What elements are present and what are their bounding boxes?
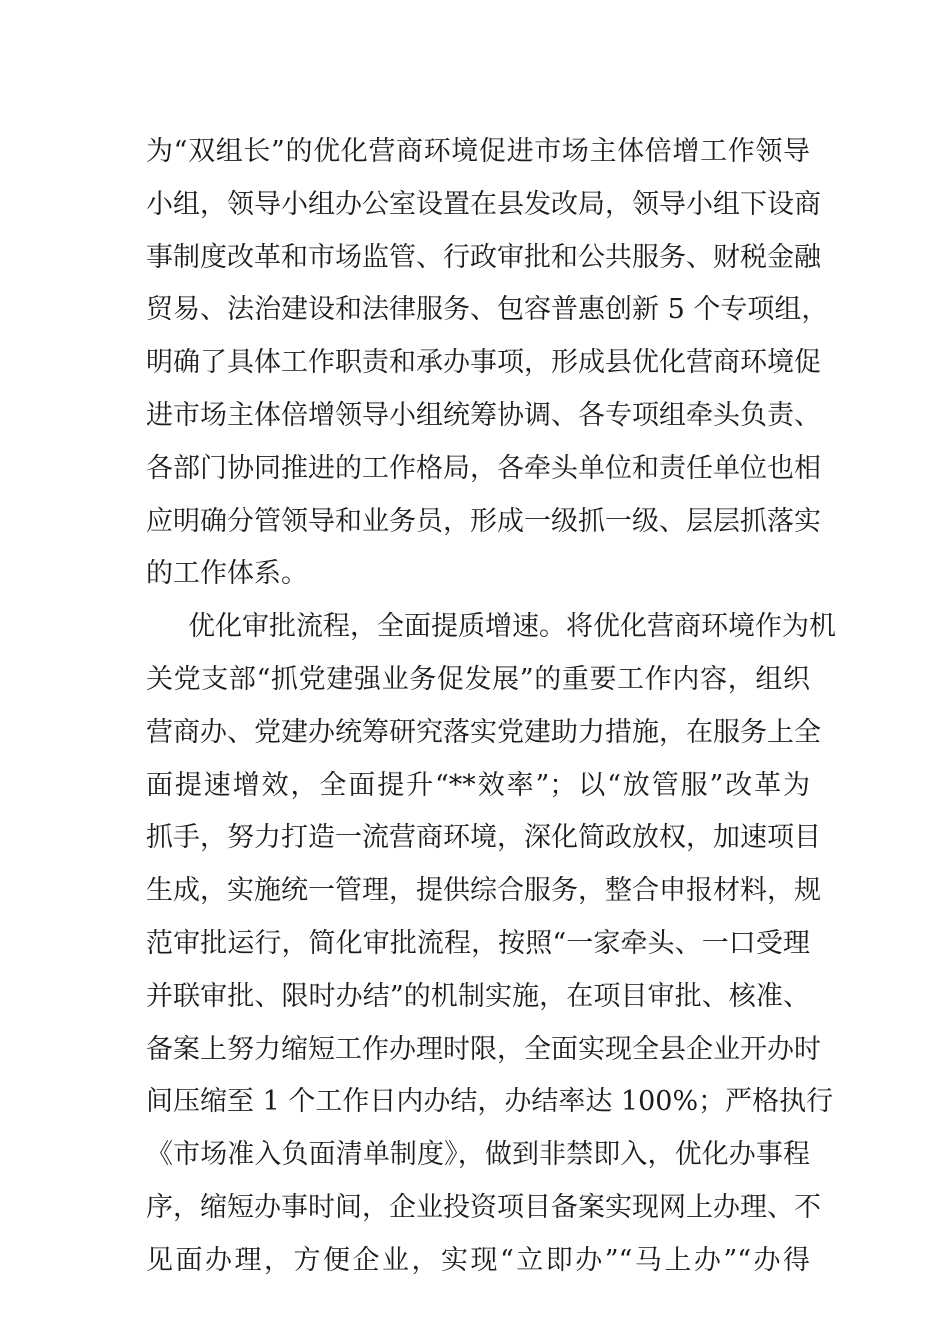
text-line: 进市场主体倍增领导小组统筹协调、各专项组牵头负责、: [146, 399, 821, 431]
text-line: 并联审批、限时办结”的机制实施，在项目审批、核准、: [146, 980, 810, 1012]
text-line: 事制度改革和市场监管、行政审批和公共服务、财税金融: [146, 241, 821, 273]
text-line: 小组，领导小组办公室设置在县发改局，领导小组下设商: [146, 188, 821, 220]
text-line: 抓手，努力打造一流营商环境，深化简政放权，加速项目: [146, 822, 821, 854]
text-line: 序，缩短办事时间，企业投资项目备案实现网上办理、不: [146, 1191, 821, 1223]
text-line: 见面办理，方便企业，实现“立即办”“马上办”“办得: [146, 1244, 810, 1276]
text-line: 生成，实施统一管理，提供综合服务，整合申报材料，规: [146, 875, 821, 907]
text-line: 间压缩至 1 个工作日内办结，办结率达 100%；严格执行: [146, 1086, 834, 1118]
text-line: 面提速增效，全面提升“**效率”；以“放管服”改革为: [146, 769, 810, 801]
paragraph-1: [146, 126, 829, 601]
text-line: 贸易、法治建设和法律服务、包容普惠创新 5 个专项组，: [146, 294, 829, 326]
text-line: 明确了具体工作职责和承办事项，形成县优化营商环境促: [146, 347, 821, 379]
text-line: 关党支部“抓党建强业务促发展”的重要工作内容，组织: [146, 663, 810, 695]
text-line: 范审批运行，简化审批流程，按照“一家牵头、一口受理: [146, 927, 810, 959]
text-line: 优化审批流程，全面提质增速。将优化营商环境作为机: [188, 611, 836, 643]
text-line: 《市场准入负面清单制度》，做到非禁即入，优化办事程: [146, 1139, 810, 1171]
text-line: 为“双组长”的优化营商环境促进市场主体倍增工作领导: [146, 136, 810, 167]
paragraph-2: [146, 601, 836, 1287]
text-line: 应明确分管领导和业务员，形成一级抓一级、层层抓落实: [146, 505, 821, 537]
text-line: 的工作体系。: [146, 558, 308, 590]
document-body: [146, 126, 836, 1288]
text-line: 营商办、党建办统筹研究落实党建助力措施，在服务上全: [146, 716, 821, 748]
text-line: 备案上努力缩短工作办理时限，全面实现全县企业开办时: [146, 1033, 821, 1065]
text-line: 各部门协同推进的工作格局，各牵头单位和责任单位也相: [146, 452, 821, 484]
